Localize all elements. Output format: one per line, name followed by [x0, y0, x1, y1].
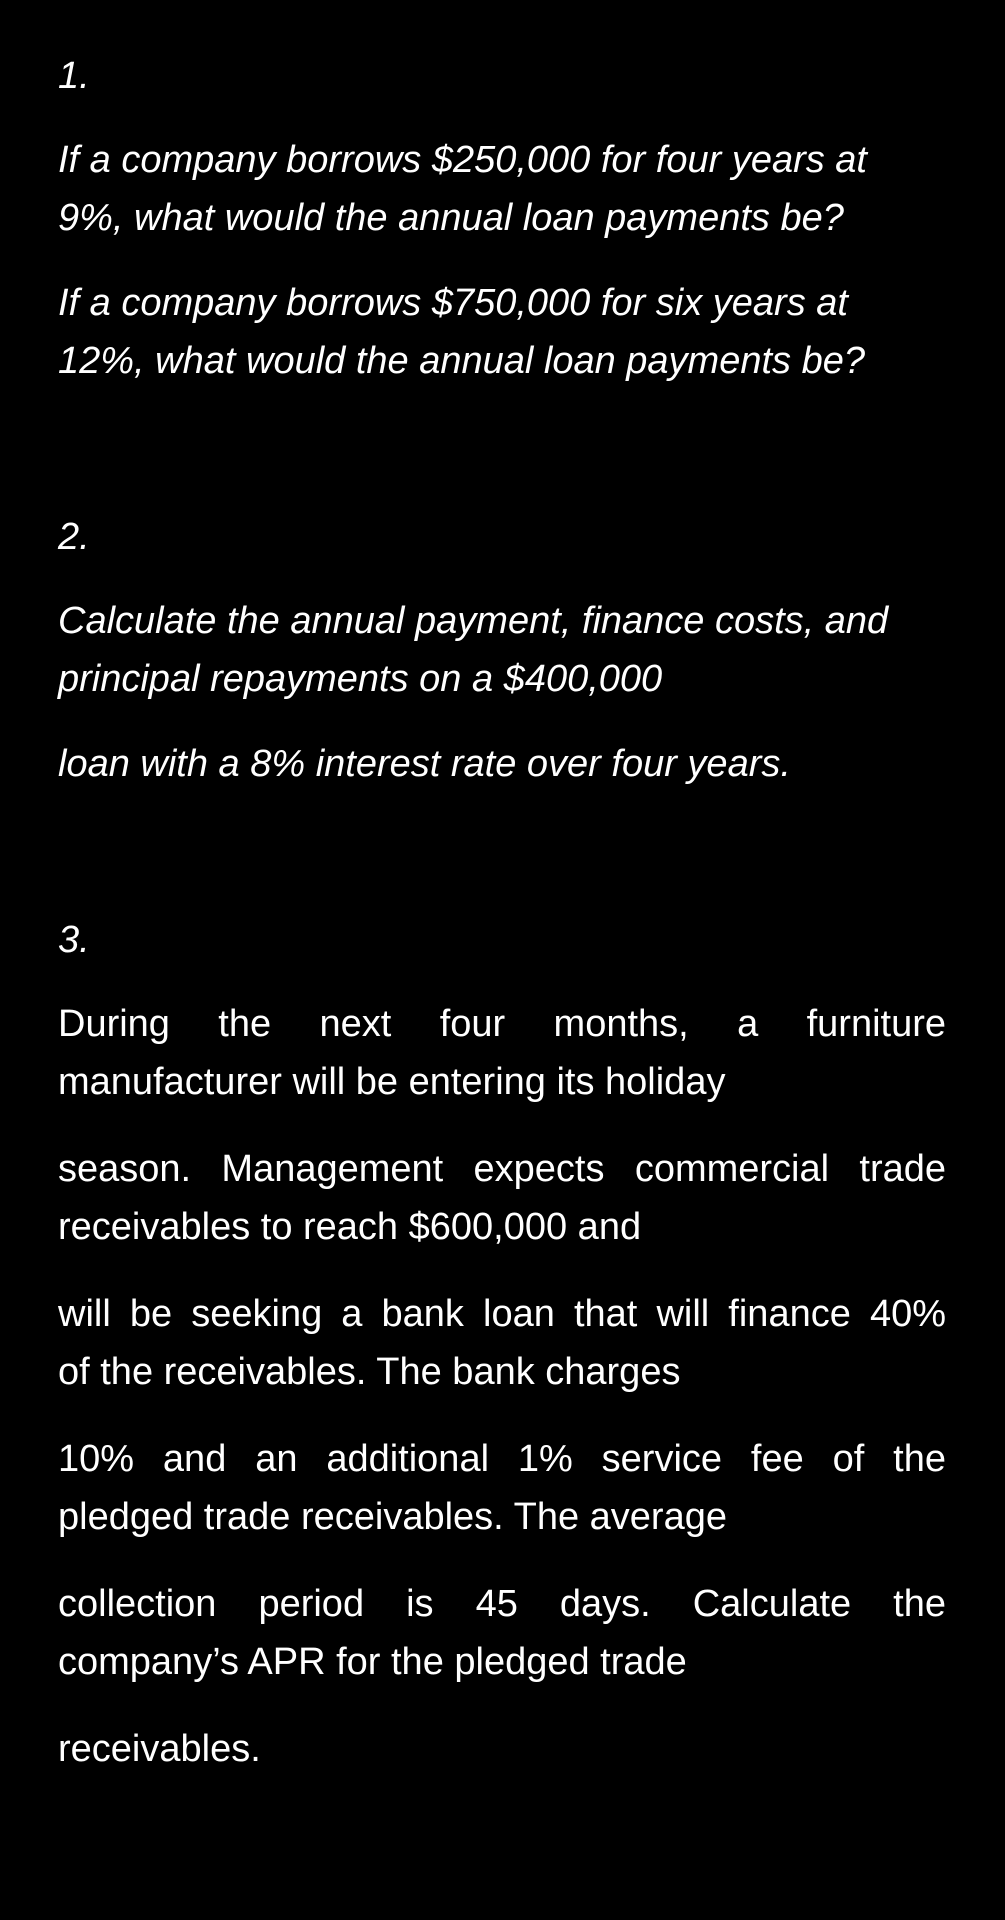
question-3-paragraph-3-line-2: of the receivables. The bank charges — [58, 1351, 681, 1393]
question-3-paragraph-5-line-1: collection period is 45 days. Calculate the — [58, 1583, 946, 1625]
question-3-paragraph-1-line-1: During the next four months, a furniture — [58, 1003, 946, 1045]
question-3-paragraph-5-line-2: company’s APR for the pledged trade — [58, 1641, 687, 1683]
question-1-paragraph-1-line-2: 9%, what would the annual loan payments be? — [58, 197, 844, 239]
question-3-paragraph-4-line-1: 10% and an additional 1% service fee of the — [58, 1438, 946, 1480]
question-3-paragraph-4-line-2: pledged trade receivables. The average — [58, 1496, 727, 1538]
question-3-paragraph-3-line-1: will be seeking a bank loan that will finance 40% — [58, 1293, 946, 1335]
question-2-paragraph-2-line-1: loan with a 8% interest rate over four years. — [58, 743, 791, 785]
question-2-number: 2. — [58, 516, 90, 558]
question-1-number: 1. — [58, 55, 90, 97]
question-2-paragraph-1-line-1: Calculate the annual payment, finance costs, and — [58, 600, 889, 642]
question-2-paragraph-1-line-2: principal repayments on a $400,000 — [58, 658, 663, 700]
question-3-paragraph-1-line-2: manufacturer will be entering its holiday — [58, 1061, 726, 1103]
question-3-paragraph-2-line-1: season. Management expects commercial trade — [58, 1148, 946, 1190]
question-1-paragraph-2-line-1: If a company borrows $750,000 for six years at — [58, 282, 848, 324]
question-3-paragraph-2-line-2: receivables to reach $600,000 and — [58, 1206, 642, 1248]
question-3-number: 3. — [58, 919, 90, 961]
question-1-paragraph-2-line-2: 12%, what would the annual loan payments be? — [58, 340, 865, 382]
question-1-paragraph-1-line-1: If a company borrows $250,000 for four years at — [58, 139, 867, 181]
question-3-paragraph-6-line-1: receivables. — [58, 1728, 261, 1770]
